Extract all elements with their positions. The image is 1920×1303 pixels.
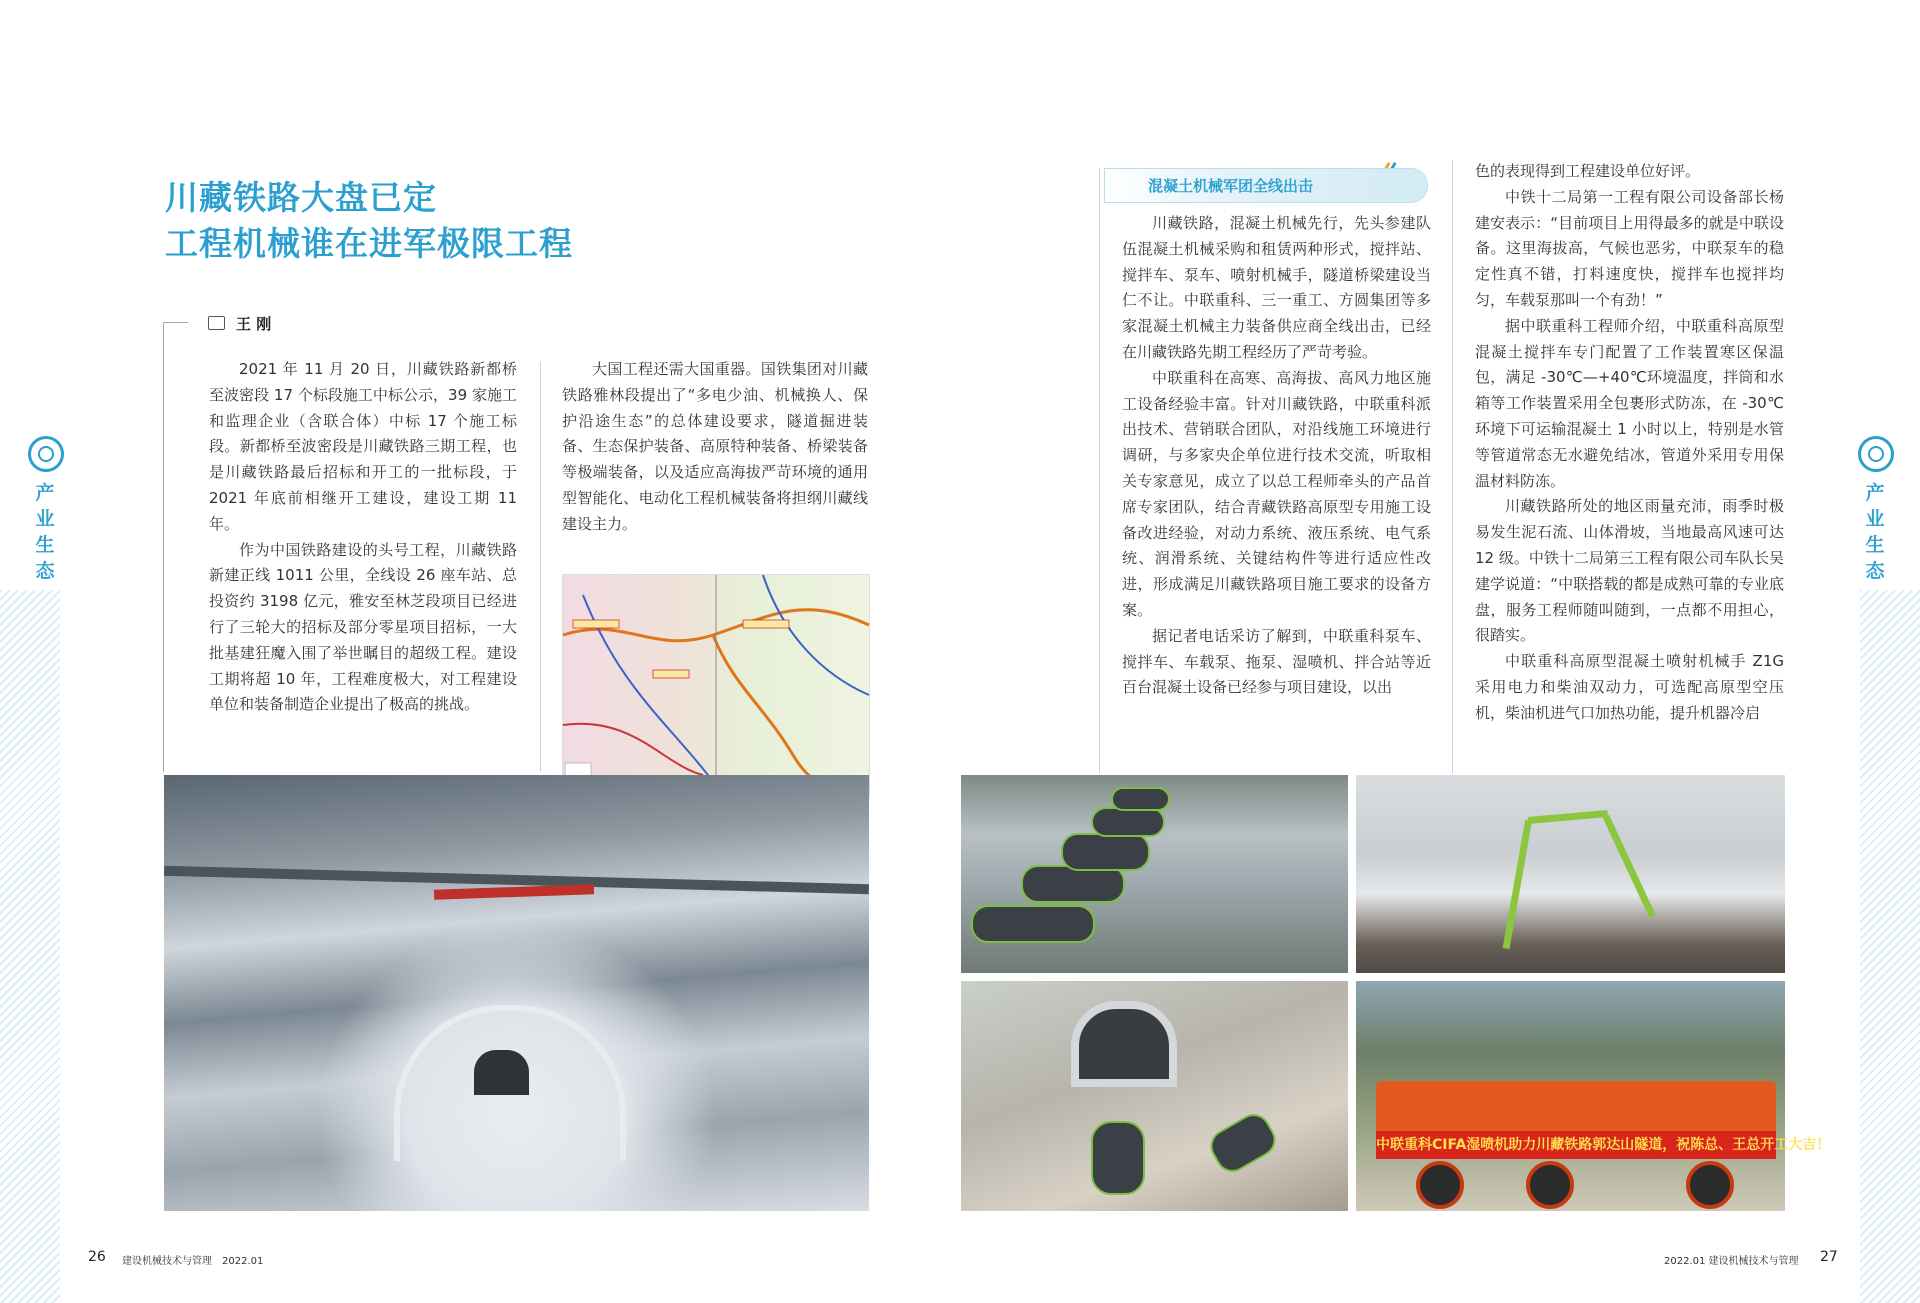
left-decorative-strip	[0, 590, 60, 1303]
column-divider	[540, 362, 541, 772]
bracket-line	[163, 322, 164, 772]
pump-truck-photo	[1356, 775, 1785, 973]
paragraph: 川藏铁路所处的地区雨量充沛，雨季时极易发生泥石流、山体滑坡，当地最高风速可达 12 级。中铁十二局第三工程有限公司车队长吴建学说道：“中联搭载的都是成熟可靠的专业底盘，服务工程师随叫随到，一点都不用担心，很踏实。	[1475, 497, 1784, 645]
paragraph: 大国工程还需大国重器。国铁集团对川藏铁路雅林段提出了“多电少油、机械换人、保护沿途生态”的总体建设要求，隧道掘进装备、生态保护装备、高原特种装备、桥梁装备等极端装备，以及适应高海拔严苛环境的通用型智能化、电动化工程机械装备将担纲川藏线建设主力。	[562, 360, 868, 533]
shotcrete-machine-photo	[1356, 981, 1831, 1211]
section-logo-icon	[28, 436, 64, 472]
mixer-trucks-photo	[961, 775, 1348, 973]
side-section-label-right: 产 业 生 态	[1865, 482, 1885, 582]
article-title-line2: 工程机械谁在进军极限工程	[165, 224, 573, 263]
footer-left: 建设机械技术与管理 2022.01	[122, 1256, 264, 1267]
paragraph: 中联重科在高寒、高海拔、高风力地区施工设备经验丰富。针对川藏铁路，中联重科派出技术、营销联合团队，对沿线施工环境进行调研，与多家央企单位进行技术交流，听取相关专家意见，成立了以总工程师牵头的产品首席专家团队，结合青藏铁路高原型专用施工设备改进经验，对动力系统、液压系统、电气系统、润滑系统、关键结构件等进行适应性改进，形成满足川藏铁路项目施工要求的设备方案。	[1122, 368, 1431, 619]
comment-icon	[208, 316, 225, 330]
tunnel-portal-photo	[961, 981, 1348, 1211]
paragraph: 色的表现得到工程建设单位好评。	[1475, 162, 1701, 180]
paragraph: 中联重科高原型混凝土喷射机械手 Z1G 采用电力和柴油双动力，可选配高原型空压机，柴油机进气口加热功能，提升机器冷启	[1475, 652, 1784, 722]
footer-right: 2022.01 建设机械技术与管理	[1664, 1256, 1799, 1267]
section-logo-icon	[1858, 436, 1894, 472]
photo-banner-text: 中联重科CIFA湿喷机助力川藏铁路郭达山隧道，祝陈总、王总开工大吉！	[1376, 1131, 1776, 1159]
text-column-left-2	[562, 357, 868, 538]
text-column-left-1	[209, 357, 517, 718]
paragraph: 中铁十二局第一工程有限公司设备部长杨建安表示：“目前项目上用得最多的就是中联设备。这里海拔高，气候也恶劣，中联泵车的稳定性真不错，打料速度快，搅拌车也搅拌均匀，车载泵那叫一个有劲！”	[1475, 187, 1784, 309]
page-number-left: 26	[88, 1249, 106, 1265]
railway-route-map	[562, 574, 870, 798]
page-number-right: 27	[1820, 1249, 1838, 1265]
paragraph: 据记者电话采访了解到，中联重科泵车、搅拌车、车载泵、拖泵、湿喷机、拌合站等近百台混凝土设备已经参与项目建设，以出	[1122, 626, 1431, 697]
column-divider	[1099, 168, 1100, 773]
side-section-label-left: 产 业 生 态	[35, 482, 55, 582]
paragraph: 据中联重科工程师介绍，中联重科高原型混凝土搅拌车专门配置了工作装置寒区保温包，满足 -30℃—+40℃环境温度，拌筒和水箱等工作装置采用全包裹形式防冻，在 -30℃环境下可运输混凝土 1 小时以上，特别是水管等管道常态无水避免结冰，管道外采用专用保温材料防冻。	[1475, 316, 1784, 490]
bracket-line	[163, 322, 188, 323]
article-title-line1: 川藏铁路大盘已定	[165, 178, 437, 217]
text-column-right-2	[1475, 159, 1784, 727]
author-name: 王 刚	[236, 315, 272, 333]
section-heading: 混凝土机械军团全线出击	[1148, 177, 1314, 195]
text-column-right-1	[1122, 211, 1431, 701]
paragraph: 川藏铁路，混凝土机械先行，先头参建队伍混凝土机械采购和租赁两种形式，搅拌站、搅拌车、泵车、喷射机械手，隧道桥梁建设当仁不让。中联重科、三一重工、方圆集团等多家混凝土机械主力装备供应商全线出击，已经在川藏铁路先期工程经历了严苛考验。	[1122, 214, 1431, 361]
paragraph: 2021 年 11 月 20 日，川藏铁路新都桥至波密段 17 个标段施工中标公示，39 家施工和监理企业（含联合体）中标 17 个施工标段。新都桥至波密段是川藏铁路三期工程，也是川藏铁路最后招标和开工的一批标段，于 2021 年底前相继开工建设，建设工期 11 年。	[209, 360, 517, 533]
aerial-tunnel-photo	[164, 775, 869, 1211]
paragraph: 作为中国铁路建设的头号工程，川藏铁路新建正线 1011 公里，全线设 26 座车站、总投资约 3198 亿元，雅安至林芝段项目已经进行了三轮大的招标及部分零星项目招标，一大批基建狂魔入围了举世瞩目的超级工程。建设工期将超 10 年，工程难度极大，对工程建设单位和装备制造企业提出了极高的挑战。	[209, 540, 517, 714]
right-decorative-strip	[1860, 590, 1920, 1303]
column-divider	[1452, 160, 1453, 773]
